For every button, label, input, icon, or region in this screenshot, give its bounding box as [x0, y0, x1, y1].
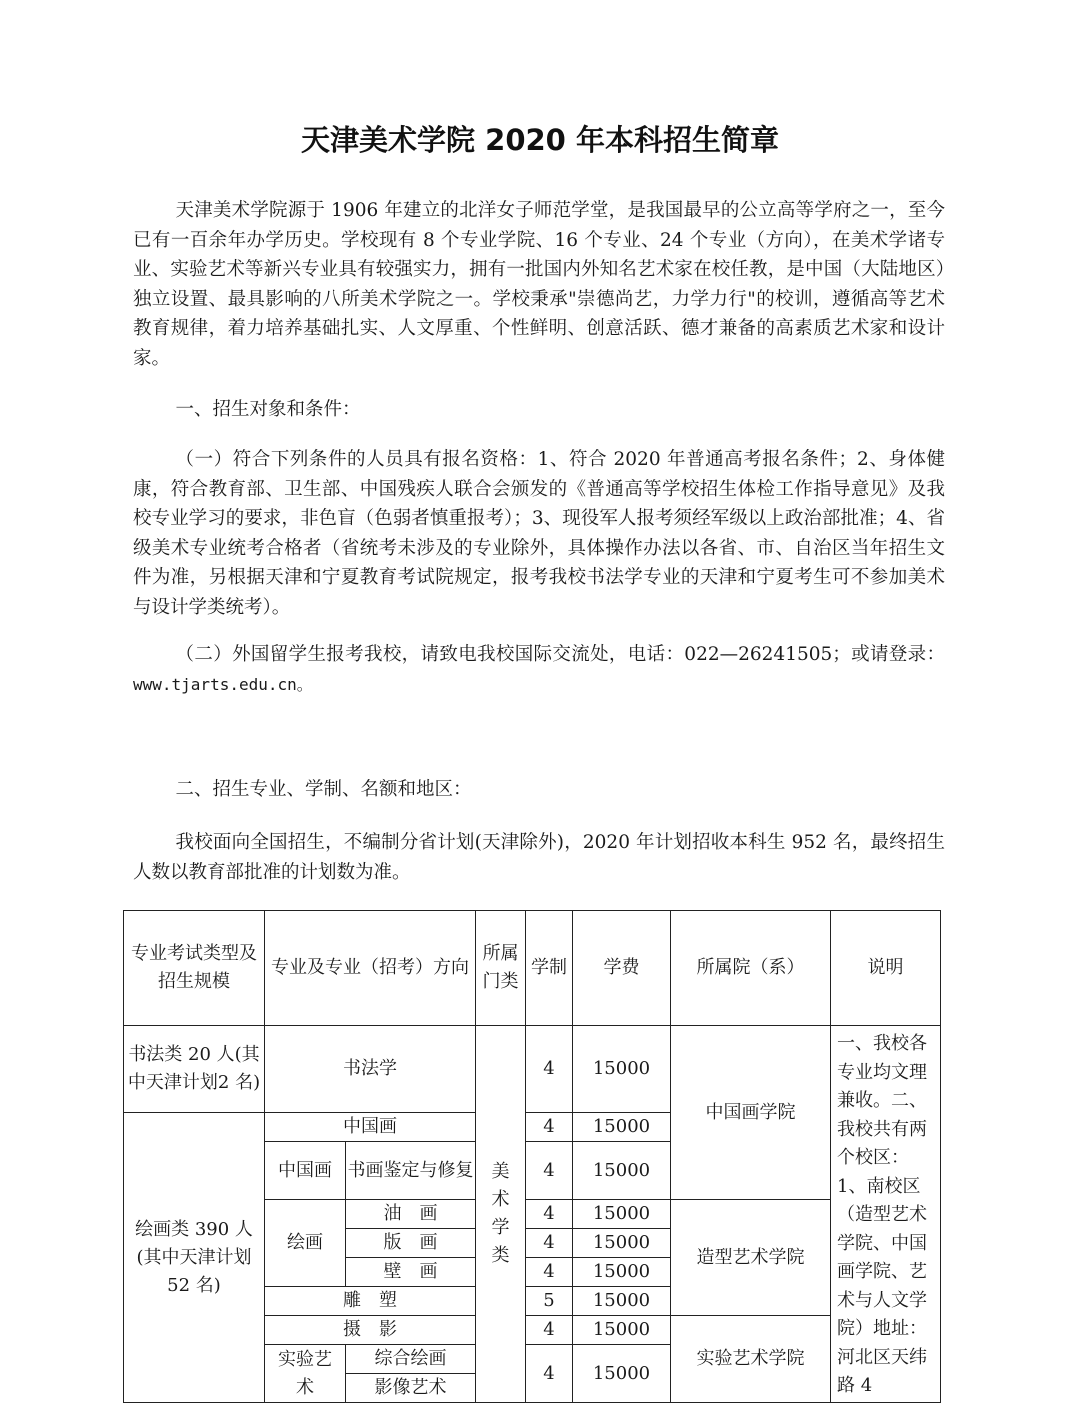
table-row — [124, 1026, 941, 1113]
group-experimental: 实验艺术 — [265, 1345, 346, 1403]
major-cell: 摄 影 — [265, 1316, 476, 1345]
fee-cell: 15000 — [573, 1345, 671, 1403]
header-college: 所属院（系） — [671, 911, 831, 1026]
years-cell: 4 — [526, 1229, 573, 1258]
website-link[interactable]: www.tjarts.edu.cn。 — [133, 674, 313, 694]
header-major: 专业及专业（招考）方向 — [265, 911, 476, 1026]
years-cell: 5 — [526, 1287, 573, 1316]
years-cell: 4 — [526, 1316, 573, 1345]
group-painting: 绘画 — [265, 1200, 346, 1287]
fee-cell: 15000 — [573, 1142, 671, 1200]
college-experimental: 实验艺术学院 — [671, 1316, 831, 1403]
header-category: 专业考试类型及招生规模 — [124, 911, 265, 1026]
section2-heading: 二、招生专业、学制、名额和地区： — [175, 779, 472, 800]
years-cell: 4 — [526, 1258, 573, 1287]
fee-cell: 15000 — [573, 1229, 671, 1258]
fee-cell: 15000 — [573, 1316, 671, 1345]
page-title: 天津美术学院 2020 年本科招生简章 — [301, 123, 779, 157]
college-plastic: 造型艺术学院 — [671, 1200, 831, 1316]
section2-text: 我校面向全国招生，不编制分省计划(天津除外)，2020 年计划招收本科生 952 名，最终招生人数以教育部批准的计划数为准。 — [133, 832, 945, 883]
major-cell: 版 画 — [346, 1229, 476, 1258]
major-cell: 综合绘画 — [346, 1345, 476, 1374]
note-cell: 一、我校各专业均文理兼收。二、我校共有两个校区：1、南校区（造型艺术学院、中国画学院、艺术与人文学院）地址：河北区天纬路 4 — [831, 1026, 941, 1403]
category-calligraphy: 书法类 20 人(其中天津计划2 名) — [124, 1026, 265, 1113]
years-cell: 4 — [526, 1113, 573, 1142]
header-note: 说明 — [831, 911, 941, 1026]
intro-paragraph: 天津美术学院源于 1906 年建立的北洋女子师范学堂，是我国最早的公立高等学府之一，至今已有一百余年办学历史。学校现有 8 个专业学院、16 个专业、24 个专业（方向），在美术学诸专业、实验艺术等新兴专业具有较强实力，拥有一批国内外知名艺术家在校任教，是中国（大陆地区）独立设置、最具影响的八所美术学院之一。学校秉承"崇德尚艺，力学力行"的校训，遵循高等艺术教育规律，着力培养基础扎实、人文厚重、个性鲜明、创意活跃、德才兼备的高素质艺术家和设计家。 — [133, 200, 945, 369]
fee-cell: 15000 — [573, 1113, 671, 1142]
header-years: 学制 — [526, 911, 573, 1026]
major-cell: 中国画 — [265, 1113, 476, 1142]
college-chinese: 中国画学院 — [671, 1026, 831, 1200]
item2-text: （二）外国留学生报考我校，请致电我校国际交流处，电话：022—26241505；或请登录： — [175, 644, 945, 665]
years-cell: 4 — [526, 1142, 573, 1200]
header-fee: 学费 — [573, 911, 671, 1026]
major-cell: 油 画 — [346, 1200, 476, 1229]
discipline-cell: 美术学类 — [476, 1026, 526, 1403]
fee-cell: 15000 — [573, 1258, 671, 1287]
fee-cell: 15000 — [573, 1026, 671, 1113]
section1-heading: 一、招生对象和条件： — [175, 399, 361, 420]
major-cell: 雕 塑 — [265, 1287, 476, 1316]
major-calligraphy: 书法学 — [265, 1026, 476, 1113]
header-discipline: 所属门类 — [476, 911, 526, 1026]
table-header-row — [124, 911, 941, 1026]
fee-cell: 15000 — [573, 1200, 671, 1229]
group-chinese-painting: 中国画 — [265, 1142, 346, 1200]
major-cell: 书画鉴定与修复 — [346, 1142, 476, 1200]
years-cell: 4 — [526, 1026, 573, 1113]
category-painting: 绘画类 390 人(其中天津计划52 名) — [124, 1113, 265, 1403]
section1-item2 — [133, 640, 945, 699]
years-cell: 4 — [526, 1200, 573, 1229]
major-cell: 壁 画 — [346, 1258, 476, 1287]
section1-item1: （一）符合下列条件的人员具有报名资格：1、符合 2020 年普通高考报名条件；2、身体健康，符合教育部、卫生部、中国残疾人联合会颁发的《普通高等学校招生体检工作指导意见》及我校专业学习的要求，非色盲（色弱者慎重报考）；3、现役军人报考须经军级以上政治部批准；4、省级美术专业统考合格者（省统考未涉及的专业除外，具体操作办法以各省、市、自治区当年招生文件为准，另根据天津和宁夏教育考试院规定，报考我校书法学专业的天津和宁夏考生可不参加美术与设计学类统考）。 — [133, 449, 945, 618]
fee-cell: 15000 — [573, 1287, 671, 1316]
major-cell: 影像艺术 — [346, 1374, 476, 1403]
enrollment-table — [123, 910, 941, 1403]
years-cell: 4 — [526, 1345, 573, 1403]
